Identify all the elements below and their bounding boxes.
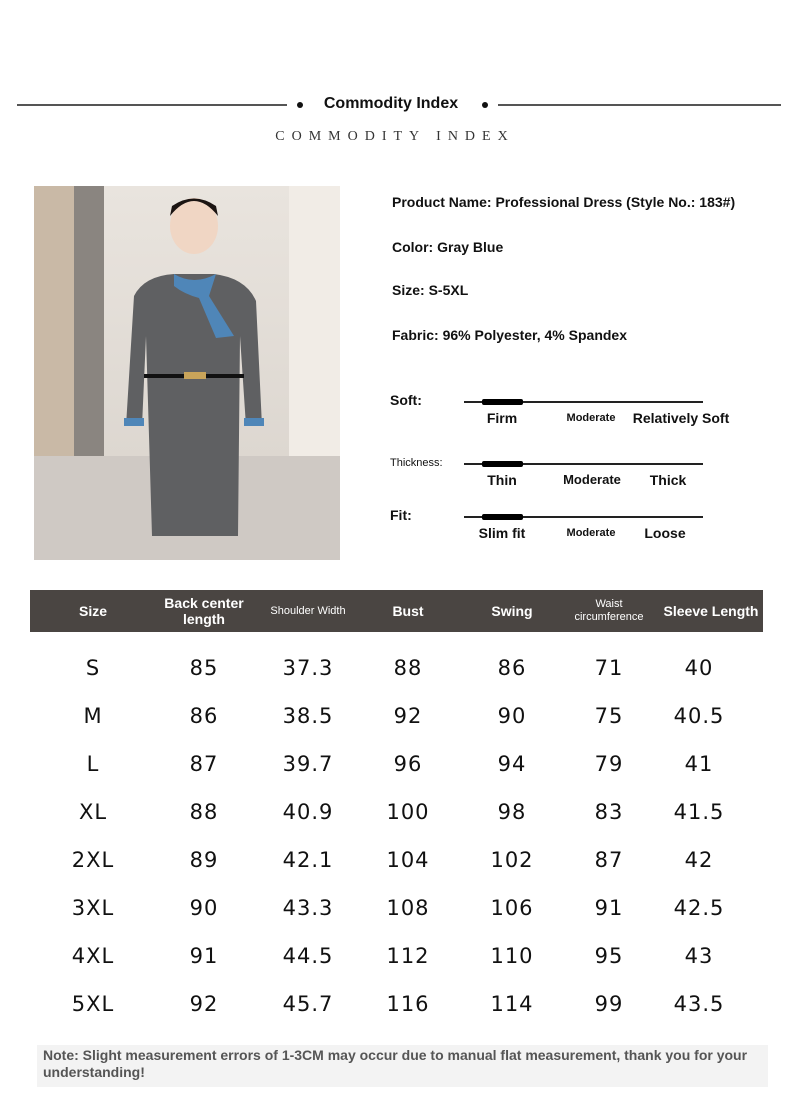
table-cell: 83 <box>594 800 624 824</box>
table-row <box>0 656 790 696</box>
table-cell: 90 <box>189 896 219 920</box>
column-header: Bust <box>392 603 424 619</box>
table-cell: 96 <box>393 752 423 776</box>
scale-label: Thickness: <box>390 457 443 469</box>
scale-option: Slim fit <box>478 525 526 541</box>
column-header: Size <box>78 603 108 619</box>
table-row <box>0 992 790 1032</box>
scale-option: Thick <box>649 472 687 488</box>
table-cell: 92 <box>189 992 219 1016</box>
scale-option: Relatively Soft <box>632 410 730 426</box>
table-cell: 5XL <box>71 992 115 1016</box>
table-cell: 40.5 <box>673 704 725 728</box>
table-cell: 91 <box>189 944 219 968</box>
dot-right <box>482 102 488 108</box>
scale-option: Firm <box>486 410 518 426</box>
measurement-note: Note: Slight measurement errors of 1-3CM may occur due to manual flat measurement, thank you for your understanding! <box>37 1045 768 1087</box>
page-subtitle: COMMODITY INDEX <box>275 129 515 144</box>
table-cell: 85 <box>189 656 219 680</box>
table-cell: 75 <box>594 704 624 728</box>
column-header: Sleeve Length <box>663 603 759 619</box>
table-cell: 43.5 <box>673 992 725 1016</box>
table-cell: 40 <box>684 656 714 680</box>
table-cell: 42 <box>684 848 714 872</box>
table-cell: 92 <box>393 704 423 728</box>
table-cell: 45.7 <box>282 992 334 1016</box>
product-photo <box>34 186 340 560</box>
table-cell: M <box>83 704 103 728</box>
scale-option: Loose <box>644 525 686 541</box>
table-cell: S <box>85 656 101 680</box>
table-cell: 94 <box>497 752 527 776</box>
product-name: Product Name: Professional Dress (Style No.: 183#) <box>392 194 736 210</box>
table-cell: 37.3 <box>282 656 334 680</box>
scale-option: Thin <box>487 472 517 488</box>
table-cell: 98 <box>497 800 527 824</box>
table-cell: 104 <box>386 848 430 872</box>
scale-marker <box>482 399 523 405</box>
divider-right <box>498 104 781 106</box>
table-cell: 88 <box>393 656 423 680</box>
table-cell: 79 <box>594 752 624 776</box>
table-cell: 40.9 <box>282 800 334 824</box>
scale-label: Fit: <box>390 507 412 523</box>
scale-marker <box>482 514 523 520</box>
column-header: Waist circumference <box>574 598 644 623</box>
table-row <box>0 848 790 888</box>
table-cell: 100 <box>386 800 430 824</box>
table-cell: 102 <box>490 848 534 872</box>
table-row <box>0 704 790 744</box>
table-cell: 3XL <box>71 896 115 920</box>
table-cell: 2XL <box>71 848 115 872</box>
product-size: Size: S-5XL <box>392 282 469 298</box>
table-cell: 43.3 <box>282 896 334 920</box>
table-cell: 116 <box>386 992 430 1016</box>
table-cell: 4XL <box>71 944 115 968</box>
table-row <box>0 944 790 984</box>
table-cell: 114 <box>490 992 534 1016</box>
table-cell: 108 <box>386 896 430 920</box>
size-table-header <box>30 590 763 632</box>
table-cell: 41 <box>684 752 714 776</box>
table-cell: 41.5 <box>673 800 725 824</box>
table-cell: 87 <box>189 752 219 776</box>
table-cell: 87 <box>594 848 624 872</box>
column-header: Shoulder Width <box>270 604 346 617</box>
scale-marker <box>482 461 523 467</box>
table-cell: 112 <box>386 944 430 968</box>
table-cell: 88 <box>189 800 219 824</box>
product-color: Color: Gray Blue <box>392 239 504 255</box>
column-header: Back center length <box>164 595 244 627</box>
table-cell: 43 <box>684 944 714 968</box>
table-cell: 110 <box>490 944 534 968</box>
table-cell: 90 <box>497 704 527 728</box>
table-cell: L <box>86 752 100 776</box>
scale-option: Moderate <box>563 472 621 487</box>
table-cell: 44.5 <box>282 944 334 968</box>
table-cell: 42.1 <box>282 848 334 872</box>
product-fabric: Fabric: 96% Polyester, 4% Spandex <box>392 327 627 343</box>
table-cell: 99 <box>594 992 624 1016</box>
scale-label: Soft: <box>390 392 422 408</box>
table-row <box>0 896 790 936</box>
table-row <box>0 752 790 792</box>
table-cell: 91 <box>594 896 624 920</box>
table-cell: XL <box>78 800 108 824</box>
table-cell: 86 <box>497 656 527 680</box>
page-title: Commodity Index <box>323 95 459 112</box>
scale-option: Moderate <box>566 527 616 539</box>
table-cell: 42.5 <box>673 896 725 920</box>
table-row <box>0 800 790 840</box>
column-header: Swing <box>491 603 533 619</box>
scale-option: Moderate <box>566 412 616 424</box>
table-cell: 38.5 <box>282 704 334 728</box>
table-cell: 39.7 <box>282 752 334 776</box>
table-cell: 95 <box>594 944 624 968</box>
table-cell: 106 <box>490 896 534 920</box>
table-cell: 89 <box>189 848 219 872</box>
table-cell: 71 <box>594 656 624 680</box>
table-cell: 86 <box>189 704 219 728</box>
